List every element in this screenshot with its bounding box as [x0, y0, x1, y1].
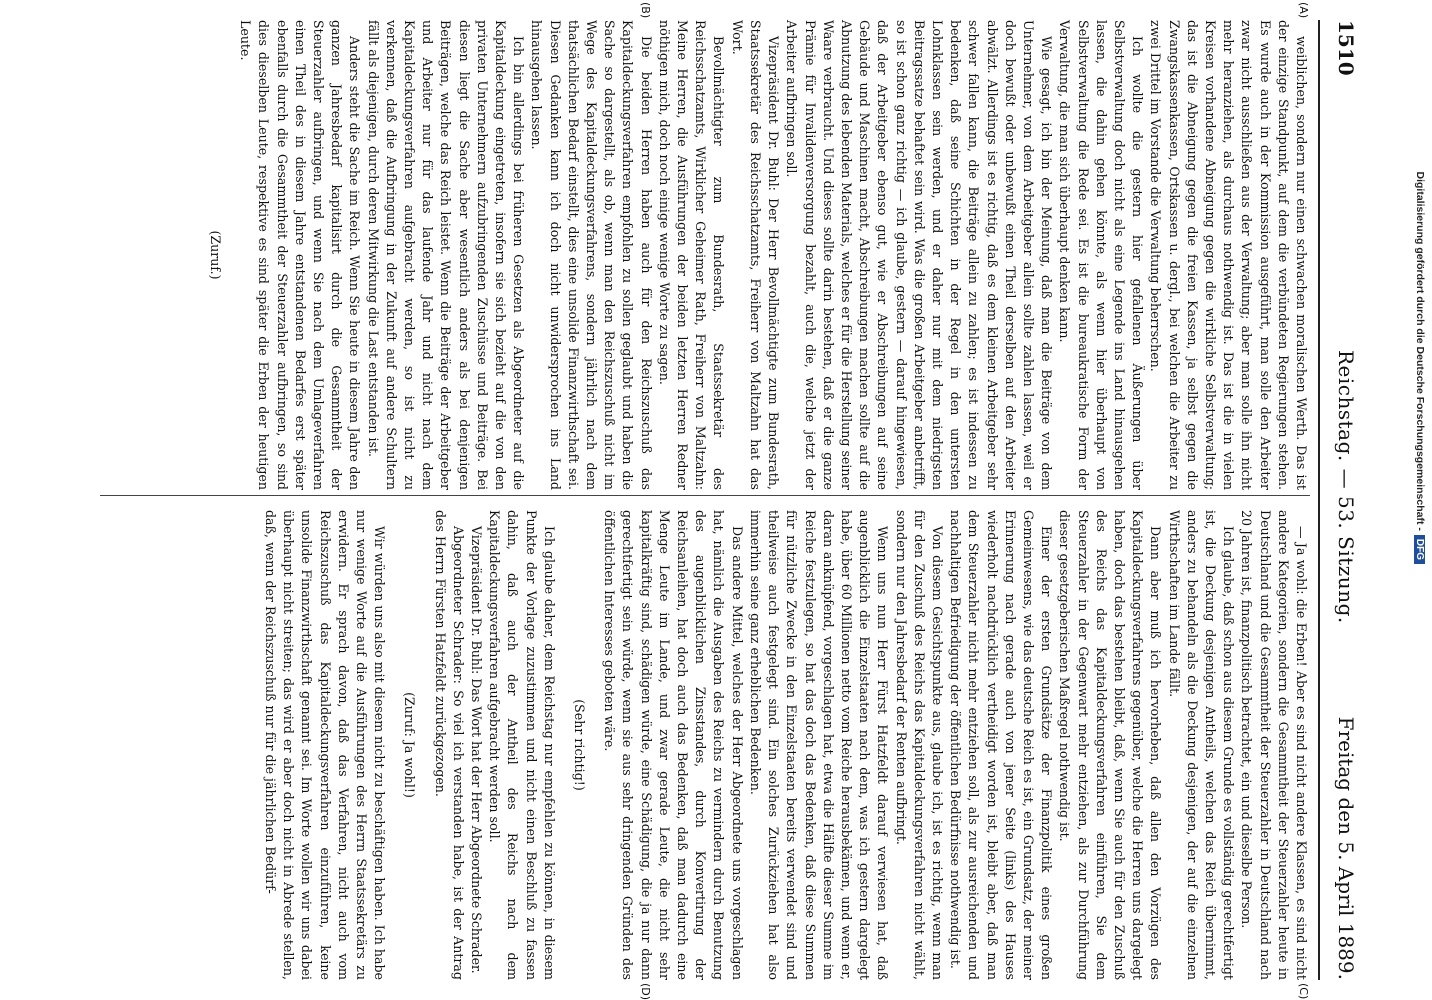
page-header: [1324, 20, 1364, 980]
margin-marker-c: (C): [1297, 983, 1310, 1000]
page-title: Reichstag. — 53. Sitzung.: [1334, 350, 1358, 624]
margin-marker-d: (D): [639, 983, 652, 1000]
right-column: [261, 510, 1310, 980]
paragraph: Von diesem Gesichtspunkte aus, glaube ich, ist es richtig, wenn man für den Zuschuß des Reichs das Kapitaldeckungsverfahren nicht wählt, sondern nur den Jahresbedarf der Renten aufbringt.: [893, 510, 945, 980]
column-divider: [100, 495, 1310, 496]
paragraph: Wir würden uns also mit diesem nicht zu beschäftigen haben. Ich habe nur wenige Worte auf die Ausführungen des Herrn Staatssekretärs zu erwidern. Er sprach davon, daß das Verfahren, nicht auch vom Reichszuschuß das Kapitaldeckungsverfahren einzuführen, keine unsolide Finanzwirthschaft genannt sei. Im Worte wollen wir uns dabei überhaupt nicht streiten; das wird er aber doch nicht in Abrede stellen, daß, wenn der Reichszuschuß nur für die jährlichen Bedürf-: [263, 510, 388, 980]
digitization-sidebar: [1410, 4, 1428, 564]
paragraph: — Ja wohl: die Erben! Aber es sind nicht andere Klassen, es sind nicht andere Kategorien, sondern die Gesammtheit der Steuerzahler heute in Deutschland und die Gesammtheit der Steuerzahler in Deutschland nach 20 Jahren ist, finanzpolitisch betrachtet, ein und dieselbe Person.: [1239, 510, 1309, 980]
paragraph: Das andere Mittel, welches der Herr Abgeordnete uns vorgeschlagen hat, nämlich die Ausgaben des Reichs zu vermindern durch Benutzung des augenblicklichen Zinsstandes, durch Konvertirung der Reichsanleihen, hat doch auch das Bedenken, daß man dadurch eine Menge Leute im Lande, und zwar gerade Leute, die nicht sehr kapitalkräftig sind, schädigen würde, eine Schädigung, die ja nur dann gerechtfertigt sein würde, wenn sie aus sehr dringenden Gründen des öffentlichen Interesses geboten wäre.: [602, 510, 745, 980]
margin-marker-a: (A): [1297, 2, 1310, 19]
left-column: [194, 20, 1310, 490]
digitization-notice: [1408, 4, 1426, 564]
digitization-notice-text: Digitalisierung gefördert durch die Deutsche Forschungsgemeinschaft -: [1414, 171, 1426, 531]
speaker-paragraph: Vizepräsident Dr. Buhl: Der Herr Bevollmächtigte zum Bundesrath, Staatssekretär des Reichsschatzamts, Freiherr von Maltzahn hat das Wort.: [729, 20, 782, 490]
paragraph: Wie gesagt, ich bin der Meinung, daß man die Beiträge von dem Unternehmer, von dem Arbeitgeber allein sollte zahlen lassen, weil er doch bewußt oder unbewußt einen Theil derselben auf den Arbeiter abwälzt. Allerdings ist es richtig, daß es dem kleinen Arbeitgeber sehr schwer fallen kann, die Beiträge allein zu zahlen; es ist indessen zu bedenken, daß seine Schichten in der Regel in den untersten Lohnklassen sein werden, und er daher nur mit dem niedrigsten Beitragssatze behaftet sein wird. Was die großen Arbeitgeber anbetrifft, so ist schon ganz richtig — ich glaube, gestern — darauf hingewiesen, daß der Arbeitgeber ebenso gut, wie er Abschreibungen auf seine Gebäude und Maschinen macht, Abschreibungen machen sollte auf die Abnutzung des lebenden Materials, welches er für die Herstellung seiner Waare verbraucht. Und dieses sollte darin bestehen, daß er die ganze Prämie für Invalidenversorgung bezahlt, auch die, welche jetzt der Arbeiter aufbringen soll.: [784, 20, 1055, 490]
margin-marker-b: (B): [639, 2, 652, 19]
interjection: (Sehr richtig!): [572, 699, 588, 791]
paragraph: Die beiden Herren haben auch für den Reichszuschuß das Kapitaldeckungsverfahren empfohlen zu sollen geglaubt und haben die Sache so dargestellt, als ob, wenn man den Reichszuschuß nicht im Wege des Kapitaldeckungsverfahrens, sondern jährlich nach dem thatsächlichen Bedarf einstellt, dies eine unsolide Finanzwirthschaft sei. Diesen Gedanken kann ich doch nicht unwidersprochen ins Land hinausgehen lassen.: [529, 20, 654, 490]
rotated-page: [72, 0, 1372, 1000]
interjection: (Zuruf: Ja wohl!): [402, 692, 418, 798]
paragraph: Ich glaube, daß schon aus diesem Grunde es vollständig gerechtfertigt ist, die Deckung desjenigen Antheils, welchen das Reich übernimmt, anders zu behandeln als die Deckung desjenigen, der auf die einzelnen Wirthschaften im Lande fällt.: [1166, 510, 1237, 980]
dfg-logo: DFG: [1414, 535, 1425, 564]
paragraph: Ich wollte die gestern hier gefallenen Äußerungen über Selbstverwaltung doch nicht als eine Legende ins Land hinausgehen lassen, die dahin gehen könnte, als wenn hier überhaupt von Selbstverwaltung die Rede sei. Es ist die bureaukratische Form der Verwaltung, die man sich überhaupt denken kann.: [1057, 20, 1146, 490]
interjection: (Zuruf.): [208, 230, 224, 280]
paragraph: Dann aber muß ich hervorheben, daß allen den Vorzügen des Kapitaldeckungsverfahrens gegenüber, welche die Herren uns dargelegt haben, doch das bestehen bleibt, daß, wenn Sie auch für den Zuschuß des Reichs das Kapitaldeckungsverfahren einführen, Sie dem Steuerzahler in der Gegenwart mehr entziehen, als zur Durchführung dieser gesetzgeberischen Maßregel nothwendig ist.: [1057, 510, 1164, 980]
paragraph: Anders steht die Sache im Reich. Wenn Sie heute in diesem Jahre den ganzen Jahresbedarf kapitalisirt durch die Gesammtheit der Steuerzahler aufbringen, und wenn Sie nach dem Umlageverfahren einen Theil des in diesem Jahre entstandenen Bedarfes erst später ebenfalls durch die Gesammtheit der Steuerzahler aufbringen, so sind dies dieselben Leute, respektive es sind später die Erben der heutigen Leute.: [238, 20, 363, 490]
speaker-paragraph: Abgeordneter Schrader: So viel ich verstanden habe, ist der Antrag des Herrn Fürsten Hatzfeldt zurückgezogen.: [432, 510, 466, 980]
page-date: Freitag den 5. April 1889.: [1334, 716, 1358, 980]
paragraph: Einer der ersten Grundsätze der Finanzpolitik eines großen Gemeinwesens, wie das deutsche Reich es ist, ein Grundsatz, der meiner Erinnerung nach gerade auch von jener Seite (links) des Hauses wiederholt nachdrücklich vertheidigt worden ist, bleibt aber, daß man dem Steuerzahler nicht mehr entziehen soll, als zur ausreichenden und nachhaltigen Befriedigung der öffentlichen Bedürfnisse nothwendig ist.: [948, 510, 1055, 980]
paragraph: Ich bin allerdings bei früheren Gesetzen als Abgeordneter auf die Kapitaldeckung eingetreten, insofern sie sich bezieht auf die von den privaten Unternehmern aufzubringenden Zuschüsse und Beiträge. Bei diesen liegt die Sache aber wesentlich anders als bei denjenigen Beiträgen, welche das Reich leistet. Wenn die Beiträge der Arbeitgeber und Arbeiter nur für das laufende Jahr und nicht nach dem Kapitaldeckungsverfahren aufgebracht werden, so ist nicht zu verkennen, daß die Aufbringung in der Zukunft auf andere Schultern fällt als diejenigen, durch deren Mitwirkung die Last entstanden ist.: [365, 20, 527, 490]
speaker-paragraph: Bevollmächtigter zum Bundesrath, Staatssekretär des Reichsschatzamts, Wirklicher Geheimer Rath, Freiherr von Maltzahn: Meine Herren, die Ausführungen der beiden letzten Herren Redner nöthigen mich, doch noch einige wenige Worte zu sagen.: [656, 20, 727, 490]
paragraph: Wenn uns nun Herr Fürst Hatzfeldt darauf verwiesen hat, daß augenblicklich die Einzelstaaten nach dem, was ich gestern dargelegt habe, über 60 Millionen netto vom Reiche herausbekämen, und wenn er, daran anknüpfend, vorgeschlagen hat, etwa die Hälfte dieser Summe im Reiche festzulegen, so hat das doch das Bedenken, daß diese Summen für nützliche Zwecke in den Einzelstaaten bereits verwendet sind und theilweise auch festgelegt sind. Ein solches Zurückziehen hat also immerhin seine ganz erheblichen Bedenken.: [747, 510, 891, 980]
paragraph: Ich glaube daher, dem Reichstag nur empfehlen zu können, in diesem Punkte der Vorlage zuzustimmen und nicht einen Beschluß zu fassen dahin, daß auch der Antheil des Reichs nach dem Kapitaldeckungsverfahren aufgebracht werden soll.: [487, 510, 557, 980]
speaker-paragraph: Vizepräsident Dr. Buhl: Das Wort hat der Herr Abgeordnete Schrader.: [469, 526, 485, 974]
paragraph: weiblichen, sondern nur einen schwachen moralischen Werth. Das ist der einzige Standpunkt, auf dem die verbündeten Regierungen stehen. Es wurde auch in der Kommission ausgeführt, man solle den Arbeiter zwar nicht ausschließen aus der Verwaltung; aber man solle ihn nicht mehr heranziehen, als durchaus nothwendig ist. Das ist die in vielen Kreisen vorhandene Abneigung gegen die wirkliche Selbstverwaltung; das ist die Abneigung gegen die freien Kassen, ja selbst gegen die Zwangskassenkassen, Ortskassen u. dergl., bei welchen die Arbeiter zu zwei Drittel im Vorstande die Verwaltung beherrschen.: [1148, 20, 1309, 490]
page-number: 1510: [1334, 20, 1358, 76]
header-rule: [1318, 20, 1320, 980]
